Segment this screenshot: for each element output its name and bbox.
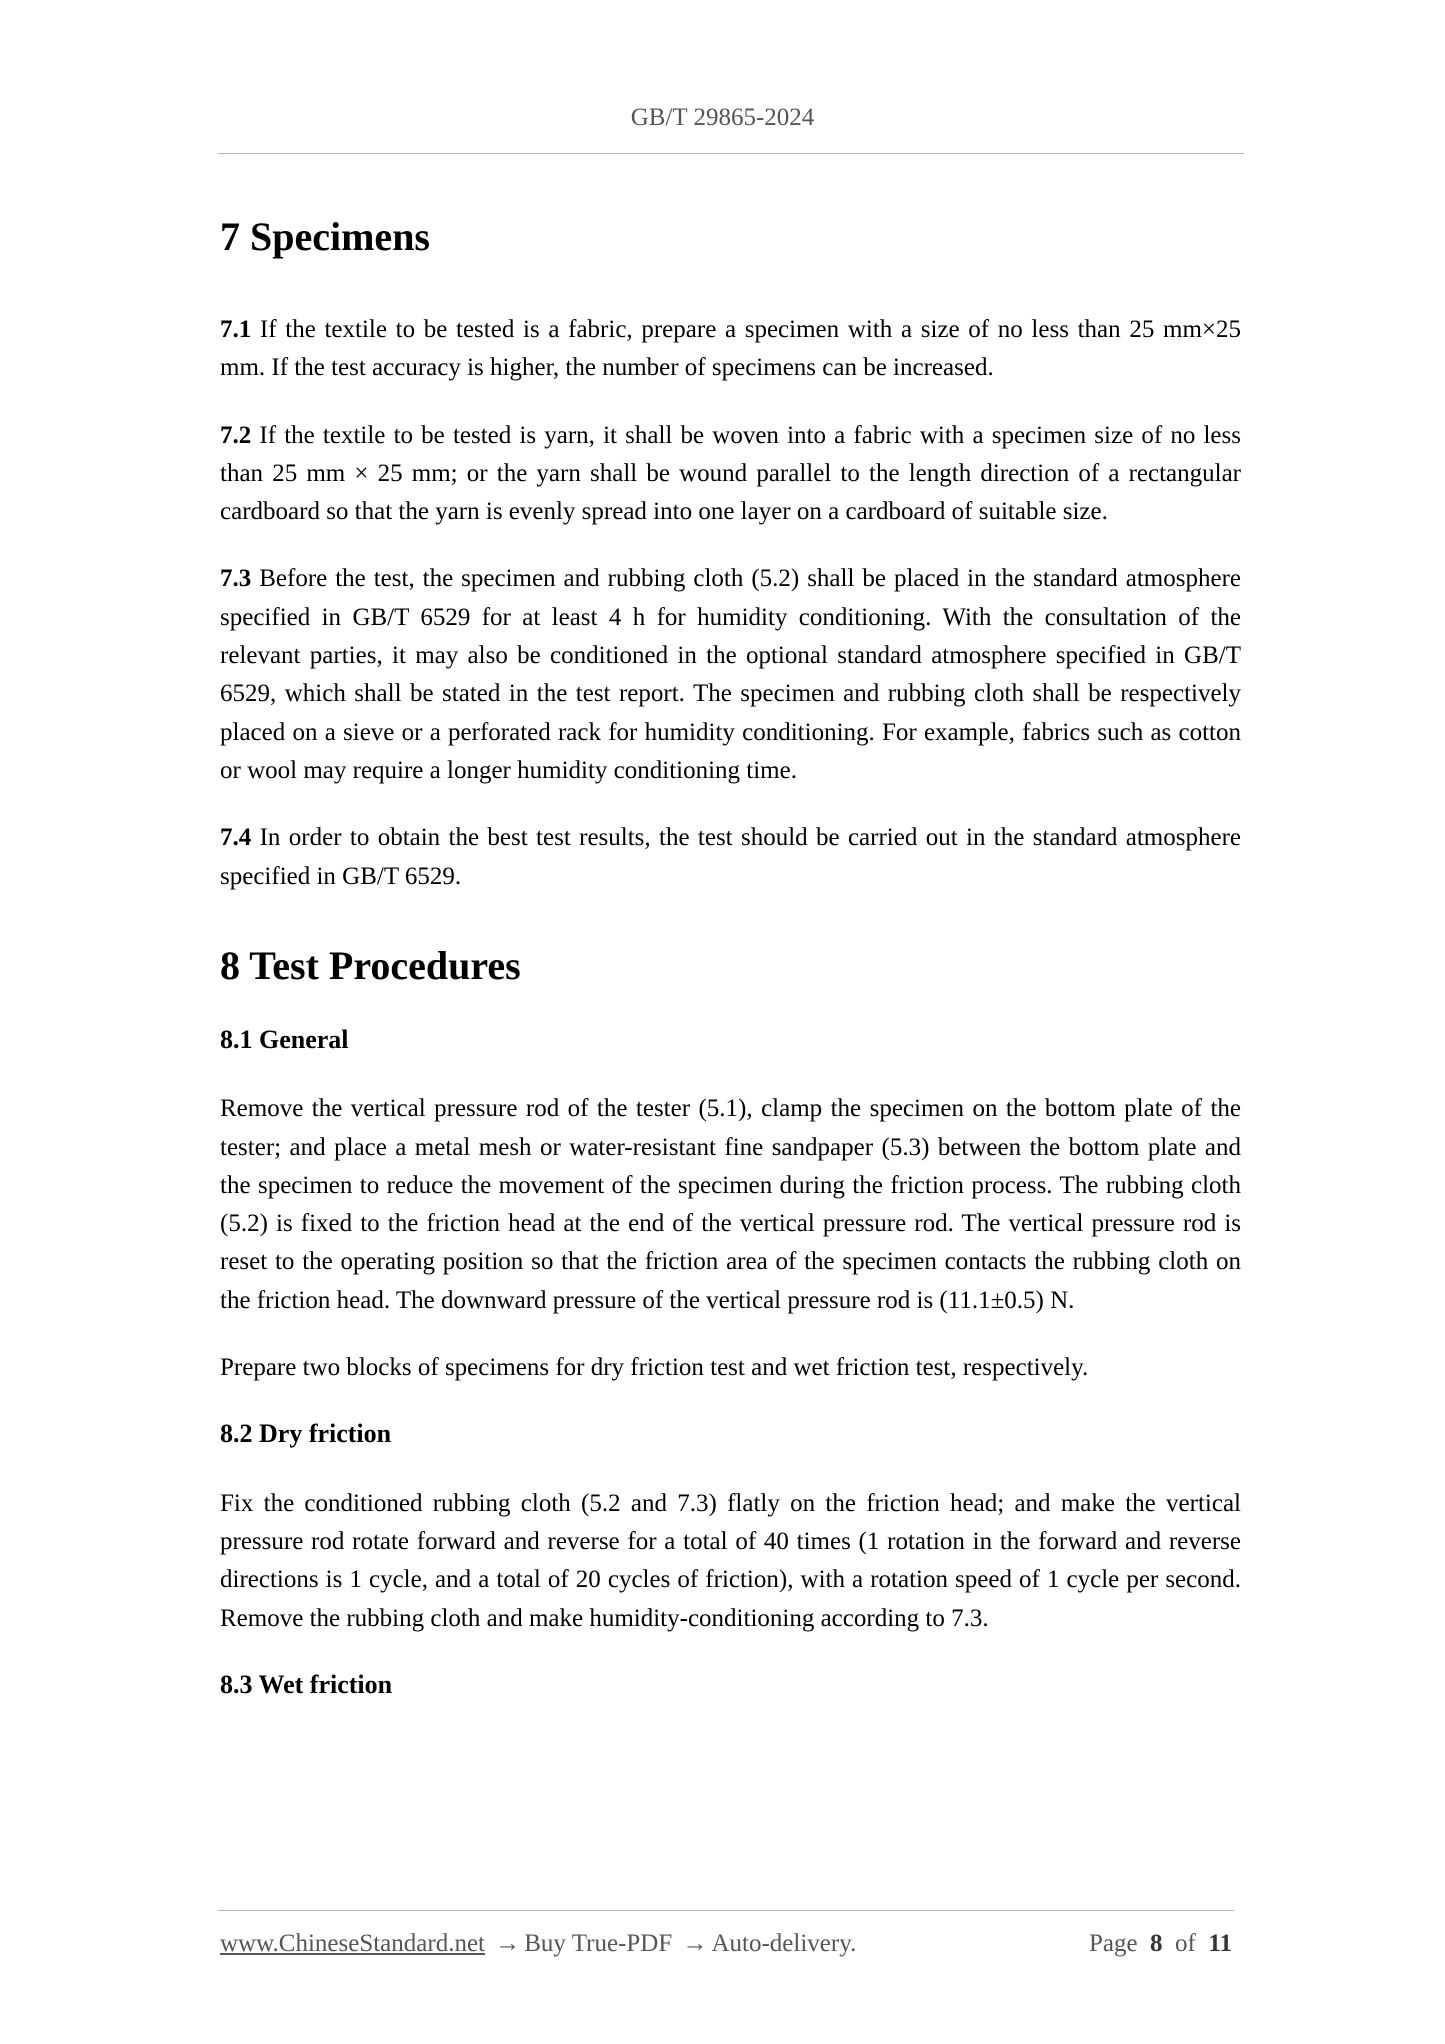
section-7-heading: 7 Specimens — [220, 214, 430, 259]
page-current: 8 — [1150, 1930, 1163, 1957]
subsection-8-2-heading: 8.2 Dry friction — [220, 1419, 392, 1449]
paragraph-8-1-body: Remove the vertical pressure rod of the tester (5.1), clamp the specimen on the bottom plate of the tester; and place a metal mesh or water-resistant fine sandpaper (5.3) between the bottom plate and the specimen to reduce the movement of the specimen during the friction process. The rubbing cloth (5.2) is fixed to the friction head at the end of the vertical pressure rod. The vertical pressure rod is reset to the operating position so that the friction area of the specimen contacts the rubbing cloth on the friction head. The downward pressure of the vertical pressure rod is (11.1±0.5) N. — [220, 1095, 1241, 1314]
footer-promo — [220, 1930, 856, 1958]
clause-7-4 — [220, 819, 1241, 896]
clause-text: In order to obtain the best test results, the test should be carried out in the standard atmosphere specified in GB/T 6529. — [220, 824, 1241, 890]
subsection-8-3-heading: 8.3 Wet friction — [220, 1669, 393, 1699]
page-content — [220, 210, 1241, 1703]
page-header-title: GB/T 29865-2024 — [630, 104, 815, 131]
clause-text: If the textile to be tested is yarn, it shall be woven into a fabric with a specimen size of no less than 25 mm × 25 mm; or the yarn shall be wound parallel to the length direction of a rectangular cardboard so that the yarn is evenly spread into one layer on a cardboard of suitable size. — [220, 421, 1241, 526]
header-divider — [218, 153, 1244, 154]
paragraph-8-2-body: Fix the conditioned rubbing cloth (5.2 and 7.3) flatly on the friction head; and make the vertical pressure rod rotate forward and reverse for a total of 40 times (1 rotation in the forward and reverse directions is 1 cycle, and a total of 20 cycles of friction), with a rotation speed of 1 cycle per second. Remove the rubbing cloth and make humidity-conditioning according to 7.3. — [220, 1489, 1241, 1632]
clause-text: Before the test, the specimen and rubbing cloth (5.2) shall be placed in the standard atmosphere specified in GB/T 6529 for at least 4 h for humidity conditioning. With the consultation of the relevant parties, it may also be conditioned in the optional standard atmosphere specified in GB/T 6529, which shall be stated in the test report. The specimen and rubbing cloth shall be respectively placed on a sieve or a perforated rack for humidity conditioning. For example, fabrics such as cotton or wool may require a longer humidity conditioning time. — [220, 565, 1241, 784]
page-number — [1089, 1930, 1232, 1958]
page-total: 11 — [1208, 1930, 1232, 1957]
clause-number: 7.3 — [220, 565, 252, 593]
paragraph-8-1-specimens: Prepare two blocks of specimens for dry friction test and wet friction test, respectively. — [220, 1354, 1089, 1382]
arrow-right-icon: → — [495, 1930, 521, 1957]
website-link[interactable]: www.ChineseStandard.net — [220, 1930, 485, 1957]
clause-number: 7.2 — [220, 421, 252, 449]
buy-true-pdf-text: Buy True-PDF — [524, 1930, 673, 1957]
section-8-heading: 8 Test Procedures — [220, 942, 521, 988]
arrow-right-icon: → — [682, 1930, 708, 1957]
page-of: of — [1175, 1930, 1196, 1957]
page-label: Page — [1088, 1930, 1138, 1957]
clause-number: 7.1 — [220, 316, 252, 343]
page-footer — [220, 1930, 1232, 1970]
auto-delivery-text: Auto-delivery. — [711, 1930, 857, 1957]
footer-divider — [218, 1910, 1234, 1911]
clause-text: If the textile to be tested is a fabric, prepare a specimen with a size of no less than 25 mm×25 mm. If the test accuracy is higher, the number of specimens can be increased. — [220, 316, 1241, 382]
clause-number: 7.4 — [220, 824, 252, 852]
clause-7-1 — [220, 311, 1241, 388]
clause-7-3 — [220, 560, 1241, 790]
subsection-8-1-heading: 8.1 General — [220, 1024, 349, 1054]
clause-7-2 — [220, 417, 1241, 532]
